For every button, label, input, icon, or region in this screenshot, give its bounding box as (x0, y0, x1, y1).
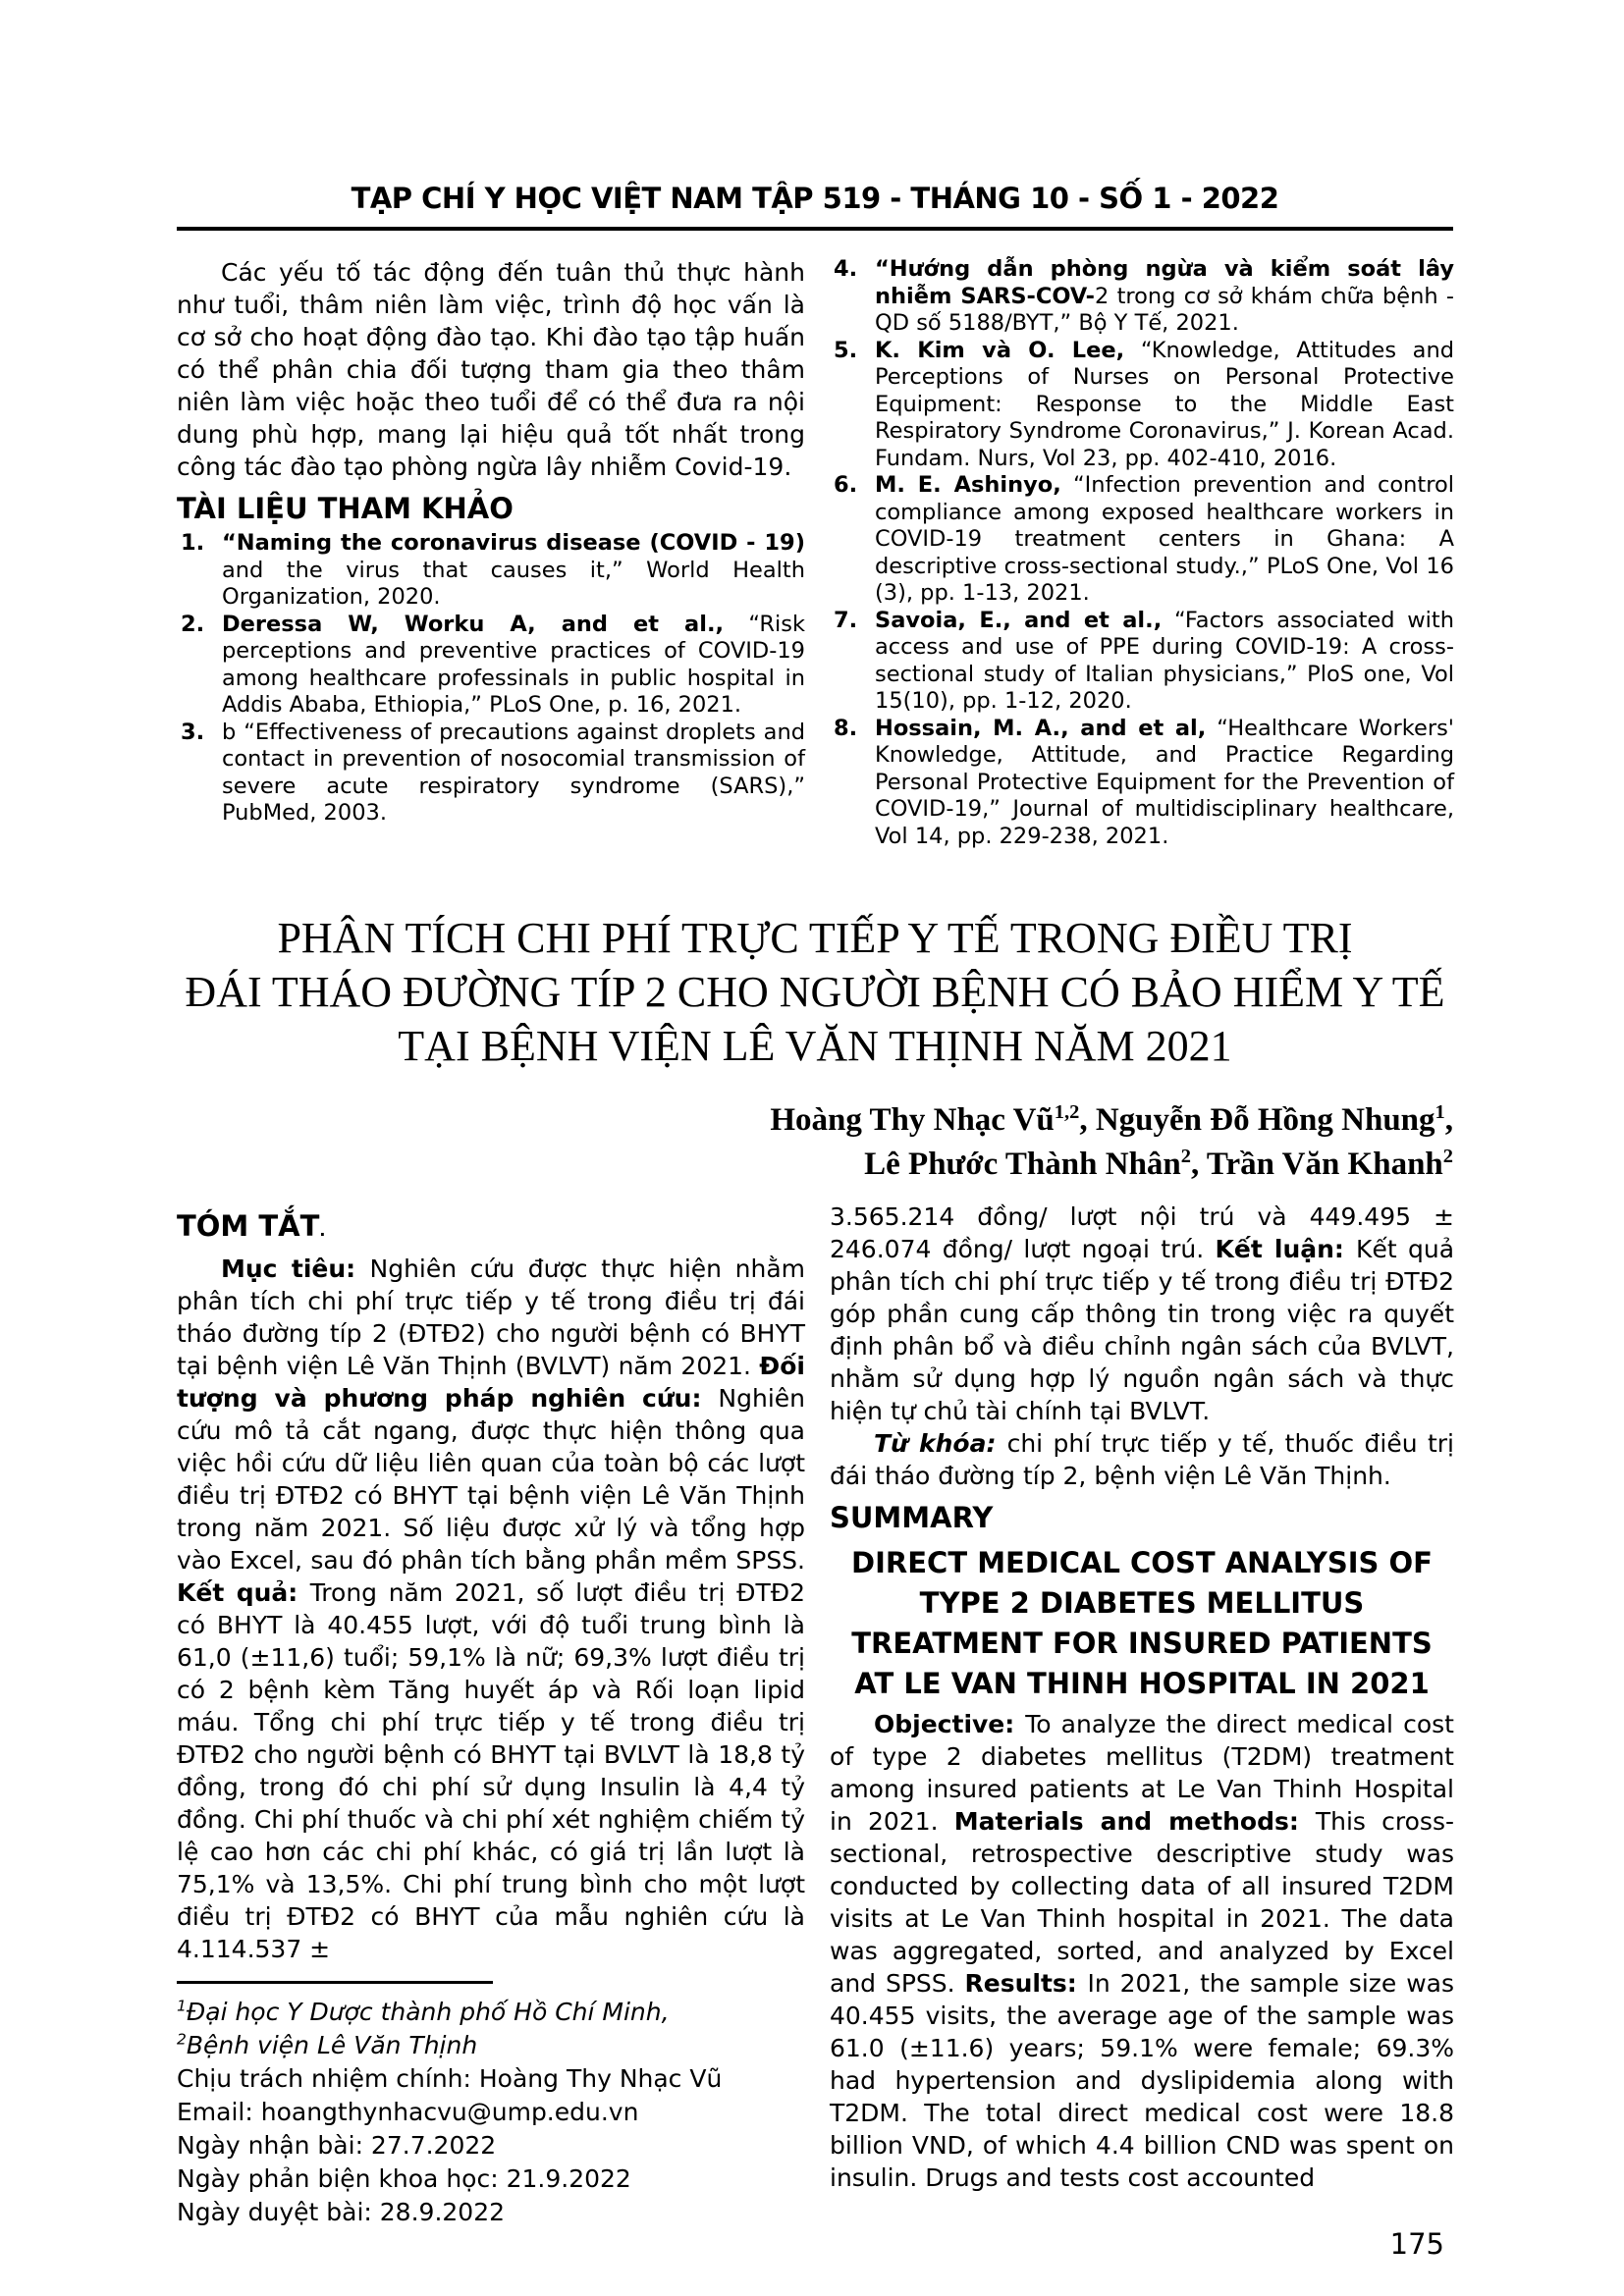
footnote-affiliation-2: $^2$Bệnh viện Lê Văn Thịnh (177, 2030, 478, 2059)
reference-item (830, 472, 1454, 608)
reference-bold-text: Deressa W, Worku A, and et al., (222, 611, 725, 637)
summary-title: DIRECT MEDICAL COST ANALYSIS OF TYPE 2 DIABETES MELLITUS TREATMENT FOR INSURED PATIENTS AT LE VAN THINH HOSPITAL IN 2021 (851, 1546, 1433, 1700)
references-heading: TÀI LIỆU THAM KHẢO (177, 492, 514, 525)
page-number: 175 (1389, 2227, 1444, 2261)
reference-text: b “Effectiveness of precautions against droplets and contact in prevention of nosocomial transmission of severe acute respiratory syndrome (SARS),” PubMed, 2003. (222, 719, 805, 826)
reference-number: 2. (181, 611, 205, 637)
article-title-line-2: ĐÁI THÁO ĐƯỜNG TÍP 2 CHO NGƯỜI BỆNH CÓ BẢO HIỂM Y TẾ (185, 968, 1445, 1016)
reference-item (177, 720, 805, 828)
abstract-continuation-paragraph: 3.565.214 đồng/ lượt nội trú và 449.495 ± 246.074 đồng/ lượt ngoại trú. Kết luận: Kết quả phân tích chi phí trực tiếp y tế trong điều trị ĐTĐ2 góp phần cung cấp thông tin trong việc ra quyết định phân bổ và điều chỉnh ngân sách của BVLVT, nhằm sử dụng hợp lý nguồn ngân sách và thực hiện tự chủ tài chính tại BVLVT. (830, 1202, 1455, 1425)
article-title (177, 911, 1453, 1073)
reference-bold-text: K. Kim và O. Lee, (875, 337, 1125, 363)
authors-block (177, 1098, 1453, 1187)
reference-number: 1. (181, 530, 205, 556)
reference-item (177, 530, 805, 612)
abstract-column-left (177, 1201, 805, 2261)
reference-bold-text: M. E. Ashinyo, (875, 472, 1061, 498)
footnote-block (177, 1981, 805, 2229)
reference-bold-text: “Hướng dẫn phòng ngừa và kiểm soát lây nhiễm SARS-COV- (875, 256, 1454, 309)
reference-number: 6. (834, 472, 858, 498)
footnote-accepted-date: Ngày duyệt bài: 28.9.2022 (177, 2198, 506, 2226)
reference-number: 8. (834, 715, 858, 741)
authors-line-1: Hoàng Thy Nhạc Vũ$^{1,2}$, Nguyễn Đỗ Hồng Nhung$^1$, (770, 1101, 1453, 1138)
footnote-review-date: Ngày phản biện khoa học: 21.9.2022 (177, 2164, 631, 2193)
abstract-column-right (830, 1201, 1454, 2261)
footnote-email: Email: hoangthynhacvu@ump.edu.vn (177, 2098, 639, 2126)
references-section (177, 256, 1453, 850)
abstract-body-paragraph: Mục tiêu: Nghiên cứu được thực hiện nhằm phân tích chi phí trực tiếp y tế trong điều trị đái tháo đường típ 2 (ĐTĐ2) cho người bệnh có BHYT tại bệnh viện Lê Văn Thịnh (BVLVT) năm 2021. Đối tượng và phương pháp nghiên cứu: Nghiên cứu mô tả cắt ngang, được thực hiện thông qua việc hồi cứu dữ liệu liên quan của toàn bộ các lượt điều trị ĐTĐ2 có BHYT tại bệnh viện Lê Văn Thịnh trong năm 2021. Số liệu được xử lý và tổng hợp vào Excel, sau đó phân tích bằng phần mềm SPSS. Kết quả: Trong năm 2021, số lượt điều trị ĐTĐ2 có BHYT là 40.455 lượt, với độ tuổi trung bình là 61,0 (±11,6) tuổi; 59,1% là nữ; 69,3% lượt điều trị có 2 bệnh kèm Tăng huyết áp và Rối loạn lipid máu. Tổng chi phí trực tiếp y tế trong điều trị ĐTĐ2 cho người bệnh có BHYT tại BVLVT là 18,8 tỷ đồng, trong đó chi phí sử dụng Insulin là 4,4 tỷ đồng. Chi phí thuốc và chi phí xét nghiệm chiếm tỷ lệ cao hơn các chi phí khác, có giá trị lần lượt là 75,1% và 13,5%. Chi phí trung bình cho một lượt điều trị ĐTĐ2 có BHYT của mẫu nghiên cứu là 4.114.537 ± (177, 1255, 806, 1963)
reference-text: “Factors associated with access and use of PPE during COVID-19: A cross-sectional study of Italian physicians,” PloS one, Vol 15(10), pp. 1-12, 2020. (875, 607, 1454, 714)
reference-item (177, 612, 805, 720)
summary-heading: SUMMARY (830, 1501, 994, 1534)
references-list-right (830, 256, 1454, 850)
references-column-left (177, 256, 805, 850)
reference-number: 3. (181, 719, 205, 745)
abstract-section (177, 1201, 1453, 2261)
prev-article-closing-paragraph: Các yếu tố tác động đến tuân thủ thực hành như tuổi, thâm niên làm việc, trình độ học vấn là cơ sở cho hoạt động đào tạo. Khi đào tạo tập huấn có thể phân chia đối tượng tham gia theo thâm niên làm việc hoặc theo tuổi để có thể đưa ra nội dung phù hợp, mang lại hiệu quả tốt nhất trong công tác đào tạo phòng ngừa lây nhiễm Covid-19. (177, 258, 805, 481)
reference-item (830, 716, 1454, 851)
summary-body-paragraph: Objective: To analyze the direct medical cost of type 2 diabetes mellitus (T2DM) treatment among insured patients at Le Van Thinh Hospital in 2021. Materials and methods: This cross-sectional, retrospective descriptive study was conducted by collecting data of all insured T2DM visits at Le Van Thinh hospital in 2021. The data was aggregated, sorted, and analyzed by Excel and SPSS. Results: In 2021, the sample size was 40.455 visits, the average age of the sample was 61.0 (±11.6) years; 59.1% were female; 69.3% had hypertension and dyslipidemia along with T2DM. The total direct medical cost were 18.8 billion VND, of which 4.4 billion CND was spent on insulin. Drugs and tests cost accounted (830, 1710, 1455, 2192)
authors-line-2: Lê Phước Thành Nhân$^2$, Trần Văn Khanh$^2$ (864, 1146, 1453, 1182)
abstract-keywords: Từ khóa: chi phí trực tiếp y tế, thuốc điều trị đái tháo đường típ 2, bệnh viện Lê Văn Thịnh. (830, 1429, 1454, 1490)
reference-text: “Risk perceptions and preventive practices of COVID-19 among healthcare professinals in public hospital in Addis Ababa, Ethiopia,” PLoS One, p. 16, 2021. (222, 611, 805, 718)
reference-number: 5. (834, 337, 858, 363)
journal-header: TẠP CHÍ Y HỌC VIỆT NAM TẬP 519 - THÁNG 10 - SỐ 1 - 2022 (177, 182, 1453, 231)
abstract-heading: TÓM TẮT. (177, 1209, 326, 1243)
reference-text: “Healthcare Workers' Knowledge, Attitude, and Practice Regarding Personal Protective Equipment for the Prevention of COVID-19,” Journal of multidisciplinary healthcare, Vol 14, pp. 229-238, 2021. (875, 715, 1454, 849)
reference-bold-text: Hossain, M. A., and et al, (875, 715, 1207, 741)
reference-number: 4. (834, 256, 858, 282)
footnote-received-date: Ngày nhận bài: 27.7.2022 (177, 2131, 497, 2160)
references-column-right (830, 256, 1454, 850)
reference-text: 2 trong cơ sở khám chữa bệnh - QD số 5188/BYT,” Bộ Y Tế, 2021. (875, 283, 1454, 336)
footnote-affiliation-1: $^1$Đại học Y Dược thành phố Hồ Chí Minh, (177, 1997, 670, 2026)
article-title-line-3: TẠI BỆNH VIỆN LÊ VĂN THỊNH NĂM 2021 (398, 1022, 1232, 1070)
reference-text: “Knowledge, Attitudes and Perceptions of Nurses on Personal Protective Equipment: Response to the Middle East Respiratory Syndrome Coronavirus,” J. Korean Acad. Fundam. Nurs, Vol 23, pp. 402-410, 2016. (875, 337, 1454, 471)
article-title-line-1: PHÂN TÍCH CHI PHÍ TRỰC TIẾP Y TẾ TRONG ĐIỀU TRỊ (277, 914, 1353, 962)
footnote-separator-rule (177, 1981, 493, 1984)
reference-item (830, 338, 1454, 473)
reference-text: and the virus that causes it,” World Health Organization, 2020. (222, 557, 805, 610)
footnote-corresponding-author: Chịu trách nhiệm chính: Hoàng Thy Nhạc Vũ (177, 2064, 723, 2093)
reference-bold-text: Savoia, E., and et al., (875, 607, 1163, 633)
reference-item (830, 256, 1454, 338)
reference-number: 7. (834, 607, 858, 633)
reference-item (830, 608, 1454, 716)
reference-bold-text: “Naming the coronavirus disease (COVID - 19) (222, 530, 805, 556)
references-list-left (177, 530, 805, 828)
reference-text: “Infection prevention and control compliance among exposed healthcare workers in COVID-19 treatment centers in Ghana: A descriptive cross-sectional study.,” PLoS One, Vol 16 (3), pp. 1-13, 2021. (875, 472, 1454, 606)
